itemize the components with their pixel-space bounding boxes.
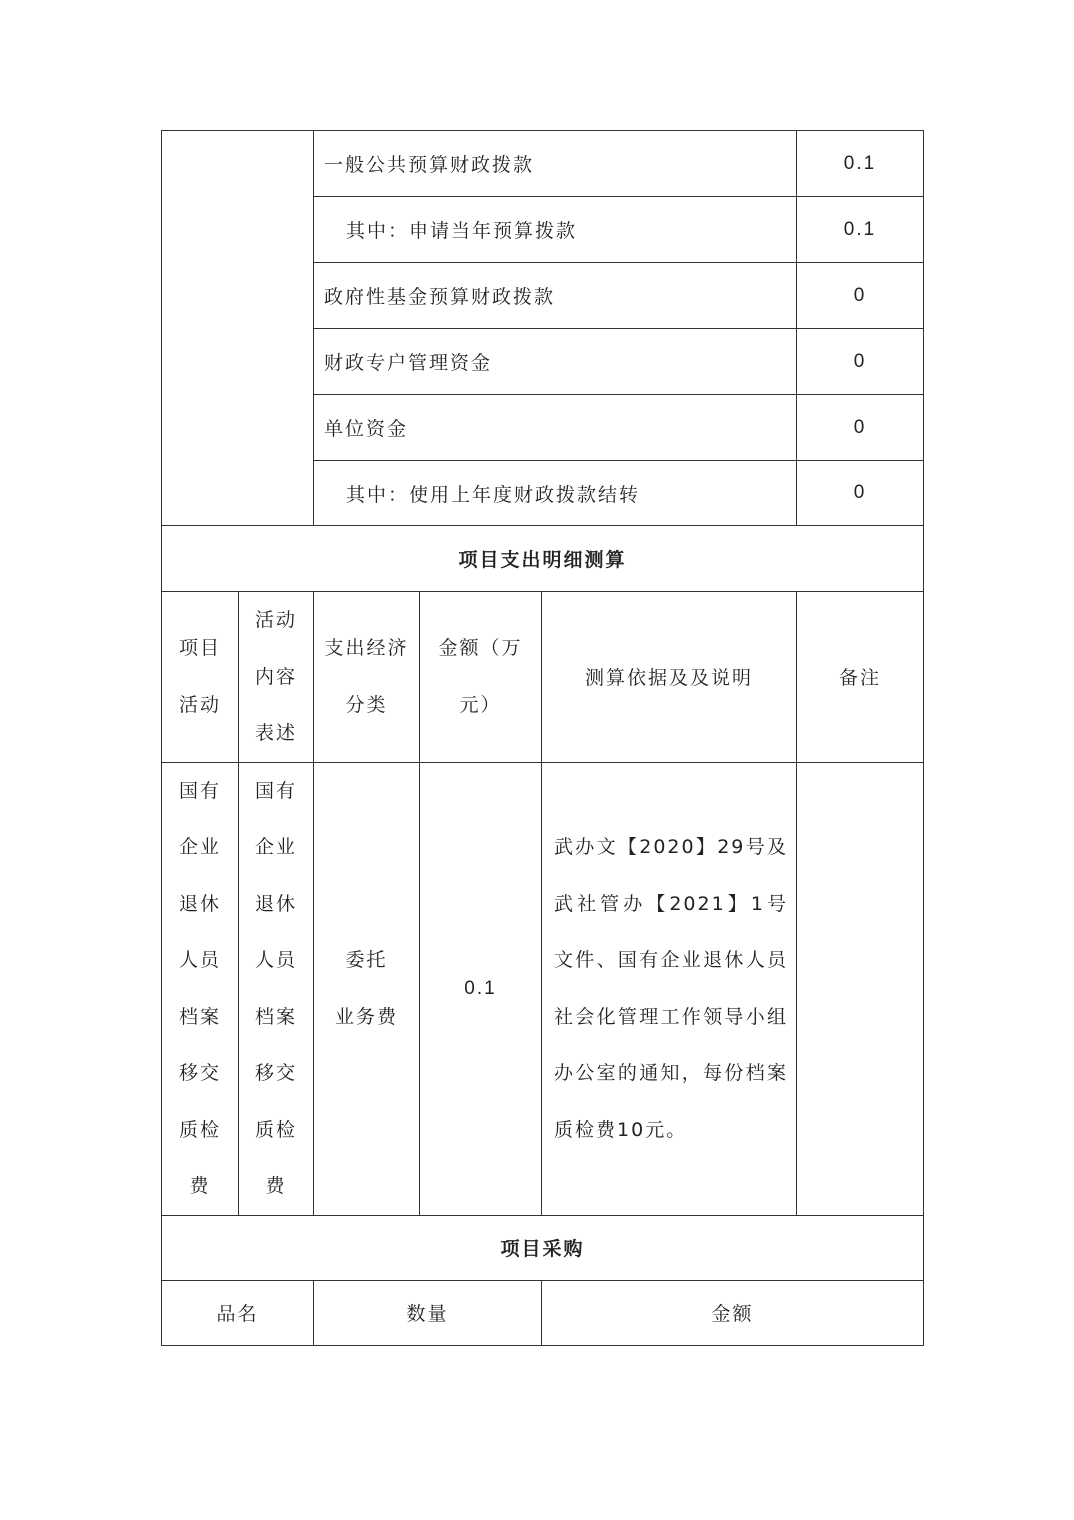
detail-header-row: [162, 592, 924, 763]
funding-label: 其中：申请当年预算拨款: [314, 197, 797, 263]
funding-value: 0: [797, 263, 924, 329]
funding-label: 其中：使用上年度财政拨款结转: [314, 461, 797, 526]
procurement-header-row: [162, 1280, 924, 1345]
header-content: 活动 内容 表述: [239, 592, 314, 763]
budget-table: [161, 130, 924, 1346]
funding-label: 财政专户管理资金: [314, 329, 797, 395]
header-remark: 备注: [797, 592, 924, 763]
header-econ-class: 支出经济 分类: [314, 592, 420, 763]
funding-blank-cell: [162, 131, 314, 526]
header-basis: 测算依据及及说明: [542, 592, 797, 763]
procurement-header-amount: 金额: [542, 1280, 924, 1345]
funding-value: 0.1: [797, 131, 924, 197]
procurement-header-quantity: 数量: [314, 1280, 542, 1345]
funding-label: 单位资金: [314, 395, 797, 461]
funding-row: [162, 131, 924, 197]
header-activity: 项目 活动: [162, 592, 239, 763]
detail-data-row: [162, 762, 924, 1215]
row-econ-class: 委托 业务费: [314, 762, 420, 1215]
procurement-section-title: 项目采购: [162, 1215, 924, 1280]
detail-section-title: 项目支出明细测算: [162, 526, 924, 592]
header-amount: 金额（万 元）: [420, 592, 542, 763]
funding-value: 0: [797, 395, 924, 461]
row-content: 国有 企业 退休 人员 档案 移交 质检 费: [239, 762, 314, 1215]
row-activity: 国有 企业 退休 人员 档案 移交 质检 费: [162, 762, 239, 1215]
funding-value: 0: [797, 461, 924, 526]
procurement-header-name: 品名: [162, 1280, 314, 1345]
funding-value: 0: [797, 329, 924, 395]
funding-label: 一般公共预算财政拨款: [314, 131, 797, 197]
funding-label: 政府性基金预算财政拨款: [314, 263, 797, 329]
row-remark: [797, 762, 924, 1215]
row-amount: 0.1: [420, 762, 542, 1215]
row-basis: 武办文【2020】29号及武社管办【2021】1号文件、国有企业退休人员社会化管理工作领导小组办公室的通知，每份档案质检费10元。: [542, 762, 797, 1215]
funding-value: 0.1: [797, 197, 924, 263]
